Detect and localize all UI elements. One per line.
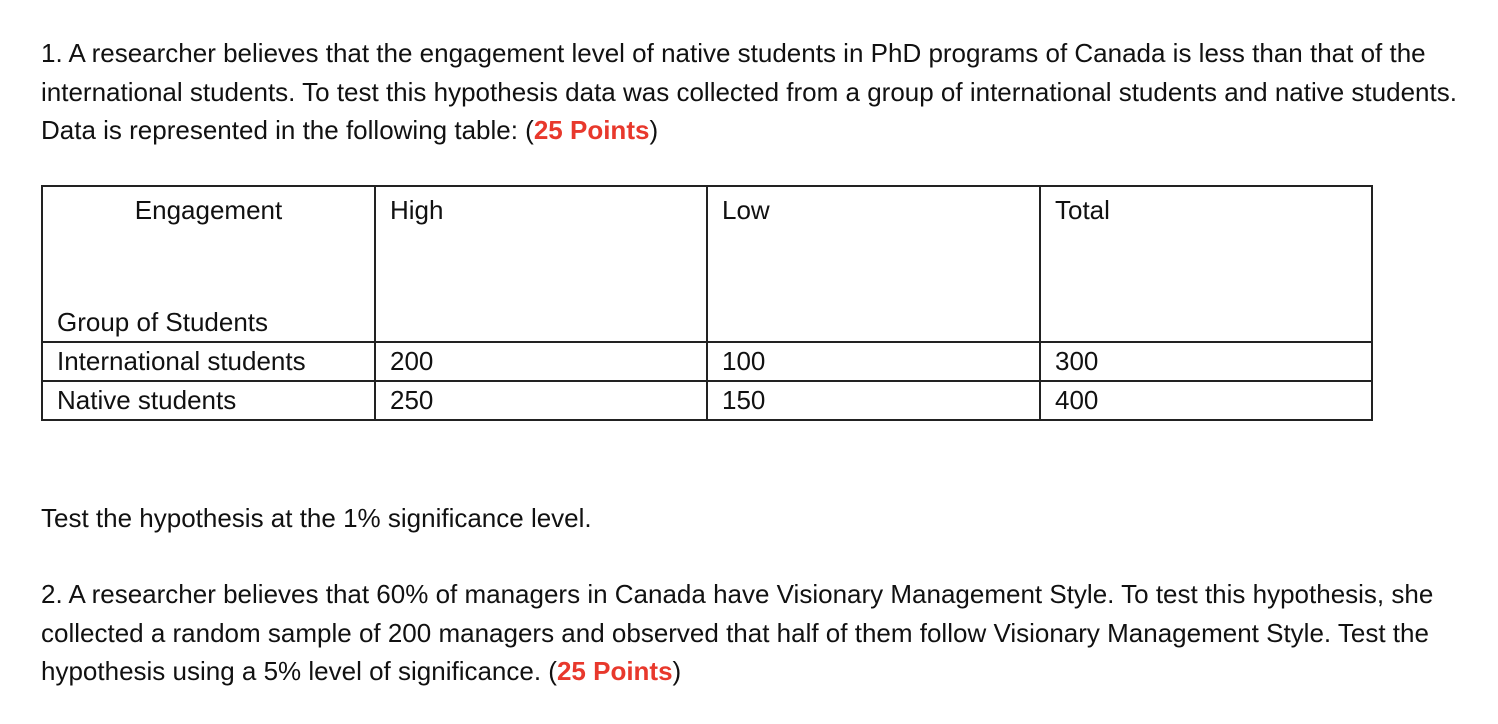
question-2-text	[41, 575, 1461, 691]
cell-international-total: 300	[1040, 342, 1372, 381]
question-2-close: )	[672, 656, 682, 686]
header-high: High	[390, 195, 444, 225]
header-cell-low	[707, 186, 1040, 342]
header-total: Total	[1055, 195, 1110, 225]
row-label-international: International students	[42, 342, 375, 381]
header-low: Low	[722, 195, 770, 225]
cell-native-high: 250	[375, 381, 707, 420]
header-cell-total	[1040, 186, 1372, 342]
table-corner-cell	[42, 186, 375, 342]
question-1-text	[41, 34, 1461, 150]
engagement-table	[41, 185, 1373, 421]
table-row	[42, 342, 1372, 381]
engagement-header: Engagement	[134, 195, 283, 225]
header-cell-high	[375, 186, 707, 342]
question-1-points: 25 Points	[533, 115, 650, 145]
table-header-row	[42, 186, 1372, 342]
question-2-body: 2. A researcher believes that 60% of managers in Canada have Visionary Management Style. To test this hypothesis, she collected a random sample of 200 managers and observed that half of them follow Visionary Management Style. Test the hypothesis using a 5% level of significance. (	[41, 579, 1434, 686]
question-1-close: )	[649, 115, 659, 145]
table-row	[42, 381, 1372, 420]
question-2-points: 25 Points	[556, 656, 673, 686]
question-1-instruction: Test the hypothesis at the 1% significance level.	[41, 503, 592, 533]
group-of-students-header: Group of Students	[57, 307, 269, 337]
row-label-native: Native students	[42, 381, 375, 420]
cell-international-low: 100	[707, 342, 1040, 381]
question-1-body: 1. A researcher believes that the engagement level of native students in PhD programs of Canada is less than that of the international students. To test this hypothesis data was collected from a group of international students and native students. Data is represented in the following table: (	[41, 38, 1457, 145]
cell-native-total: 400	[1040, 381, 1372, 420]
cell-international-high: 200	[375, 342, 707, 381]
cell-native-low: 150	[707, 381, 1040, 420]
